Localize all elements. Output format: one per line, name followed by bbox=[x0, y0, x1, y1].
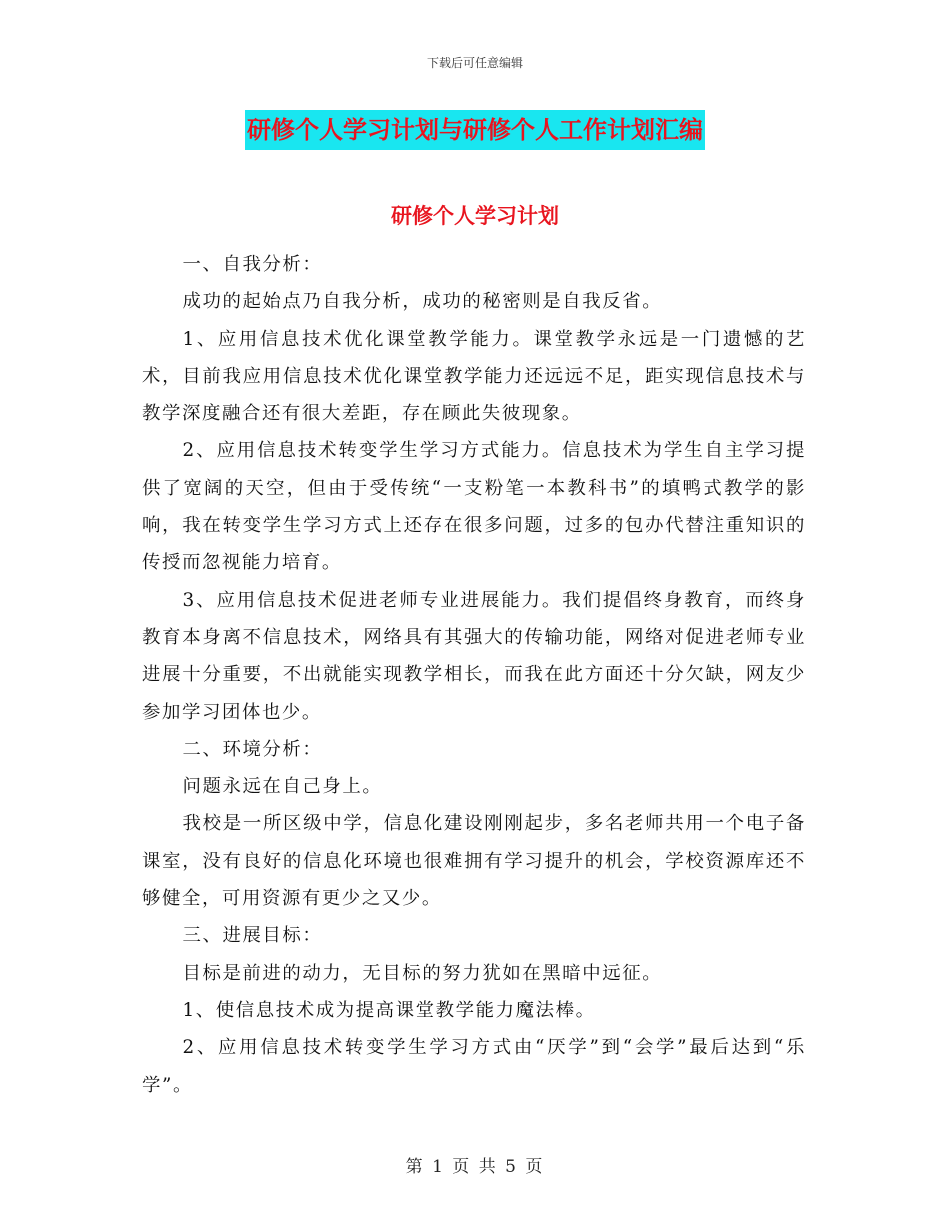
paragraph: 1、使信息技术成为提高课堂教学能力魔法棒。 bbox=[182, 999, 596, 1021]
document-title: 研修个人学习计划与研修个人工作计划汇编 bbox=[245, 110, 705, 150]
paragraph: 1、应用信息技术优化课堂教学能力。课堂教学永远是一门遗憾的艺术，目前我应用信息技术优化课堂教学能力还远远不足，距实现信息技术与教学深度融合还有很大差距，存在顾此失彼现象。 bbox=[142, 328, 806, 425]
paragraph: 成功的起始点乃自我分析，成功的秘密则是自我反省。 bbox=[182, 291, 663, 313]
paragraph: 3、应用信息技术促进老师专业进展能力。我们提倡终身教育，而终身教育本身离不信息技术，网络具有其强大的传输功能，网络对促进老师专业进展十分重要，不出就能实现教学相长，而我在此方面还十分欠缺，网友少参加学习团体也少。 bbox=[142, 589, 806, 723]
paragraph: 一、自我分析： bbox=[182, 254, 323, 275]
page-footer: 第 1 页 共 5 页 bbox=[405, 1157, 545, 1177]
paragraph: 问题永远在自己身上。 bbox=[182, 776, 383, 798]
paragraph: 二、环境分析： bbox=[182, 738, 323, 760]
section-title: 研修个人学习计划 bbox=[391, 204, 559, 228]
paragraph: 我校是一所区级中学，信息化建设刚刚起步，多名老师共用一个电子备课室，没有良好的信息化环境也很难拥有学习提升的机会，学校资源库还不够健全，可用资源有更少之又少。 bbox=[142, 813, 806, 910]
paragraph: 目标是前进的动力，无目标的努力犹如在黑暗中远征。 bbox=[182, 962, 663, 984]
document-body bbox=[142, 246, 806, 1104]
document-title-container bbox=[0, 110, 950, 150]
paragraph: 2、应用信息技术转变学生学习方式能力。信息技术为学生自主学习提供了宽阔的天空，但由于受传统“一支粉笔一本教科书”的填鸭式教学的影响，我在转变学生学习方式上还存在很多问题，过多的包办代替注重知识的传授而忽视能力培育。 bbox=[142, 440, 806, 574]
paragraph: 2、应用信息技术转变学生学习方式由“厌学”到“会学”最后达到“乐学”。 bbox=[142, 1037, 806, 1096]
header-note: 下载后可任意编辑 bbox=[426, 56, 523, 70]
paragraph: 三、进展目标： bbox=[182, 925, 323, 947]
